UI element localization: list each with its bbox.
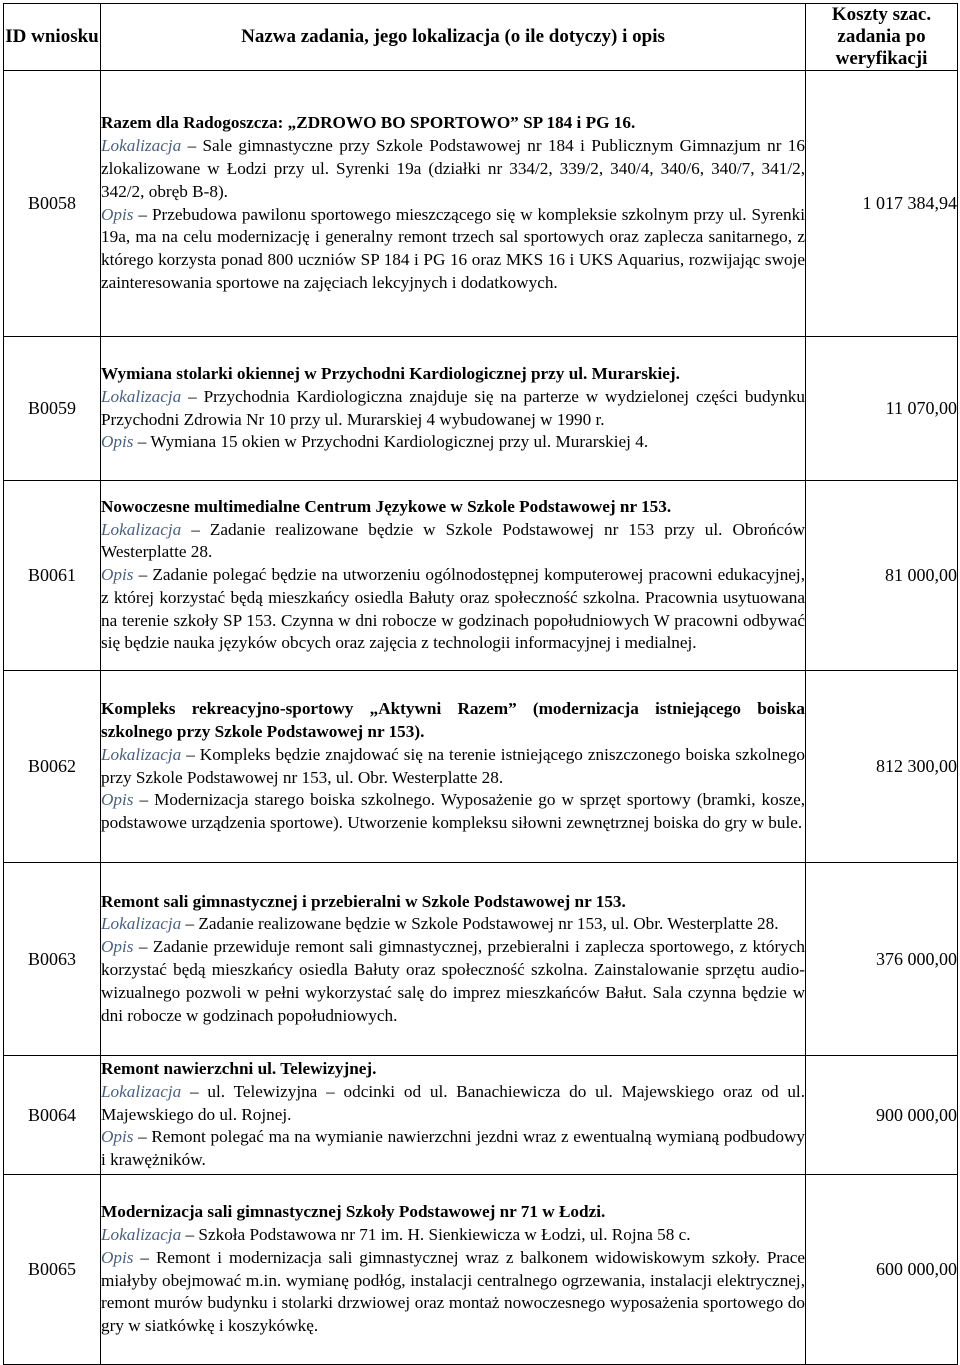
row-id: B0064 (4, 1056, 101, 1175)
project-location: Przychodnia Kardiologiczna znajduje się na parterze w wydzielonej części budynku Przychodni Zdrowia Nr 10 przy ul. Murarskiej 4 wybudowanej w 1990 r. (101, 386, 805, 429)
project-name: Razem dla Radogoszcza: „ZDROWO BO SPORTOWO” SP 184 i PG 16. (101, 113, 636, 133)
row-description: Razem dla Radogoszcza: „ZDROWO BO SPORTOWO” SP 184 i PG 16. Lokalizacja – Sale gimnastyczne przy Szkole Podstawowej nr 184 i Publicznym Gimnazjum nr 16 zlokalizowane w Łodzi przy ul. Syrenki 19a (działki nr 334/2, 339/2, 340/4, 340/6, 340/7, 341/2, 342/2, obręb B-8). Opis – Przebudowa pawilonu sportowego mieszczącego się w kompleksie szkolnym przy ul. Syrenki 19a, ma na celu modernizację i generalny remont trzech sal sportowych oraz zaplecza sanitarnego, z którego korzysta ponad 800 uczniów SP 184 i PG 16 oraz MKS 16 i UKS Aquarius, rozwijając swoje zainteresowania sportowe na zajęciach lekcyjnych i dodatkowych. (101, 71, 806, 337)
project-name: Wymiana stolarki okiennej w Przychodni Kardiologicznej przy ul. Murarskiej. (101, 363, 680, 383)
row-id: B0062 (4, 671, 101, 863)
row-id: B0063 (4, 863, 101, 1056)
row-cost: 376 000,00 (806, 863, 958, 1056)
project-name: Remont sali gimnastycznej i przebieralni w Szkole Podstawowej nr 153. (101, 891, 626, 911)
project-description: Przebudowa pawilonu sportowego mieszczącego się w kompleksie szkolnym przy ul. Syrenki 19a, ma na celu modernizację i generalny remont trzech sal sportowych oraz zaplecza sanitarnego, z którego korzysta ponad 800 uczniów SP 184 i PG 16 oraz MKS 16 i UKS Aquarius, rozwijając swoje zainteresowania sportowe na zajęciach lekcyjnych i dodatkowych. (101, 204, 806, 292)
row-description: Kompleks rekreacyjno-sportowy „Aktywni Razem” (modernizacja istniejącego boiska szkolnego przy Szkole Podstawowej nr 153). Lokalizacja – Kompleks będzie znajdować się na terenie istniejącego zniszczonego boiska szkolnego przy Szkole Podstawowej nr 153, ul. Obr. Westerplatte 28. Opis – Modernizacja starego boiska szkolnego. Wyposażenie go w sprzęt sportowy (bramki, kosze, podstawowe urządzenia sportowe). Utworzenie kompleksu siłowni zewnętrznej boiska do gry w bule. (101, 671, 806, 863)
project-location: Zadanie realizowane będzie w Szkole Podstawowej nr 153 przy ul. Obrońców Westerplatte 28. (101, 519, 806, 562)
project-name: Kompleks rekreacyjno-sportowy „Aktywni Razem” (modernizacja istniejącego boiska szkolnego przy Szkole Podstawowej nr 153). (101, 699, 805, 741)
project-location: Zadanie realizowane będzie w Szkole Podstawowej nr 153, ul. Obr. Westerplatte 28. (198, 914, 779, 934)
description-label: Opis (101, 432, 134, 452)
description-label: Opis (101, 790, 134, 810)
project-description: Remont polegać ma na wymianie nawierzchni jezdni wraz z ewentualną wymianą podbudowy i krawężników. (101, 1127, 805, 1170)
location-label: Lokalizacja (101, 744, 182, 764)
location-label: Lokalizacja (101, 386, 182, 406)
description-label: Opis (101, 204, 134, 224)
project-name: Remont nawierzchni ul. Telewizyjnej. (101, 1059, 377, 1078)
row-cost: 81 000,00 (806, 481, 958, 671)
project-description: Zadanie przewiduje remont sali gimnastycznej, przebieralni i zaplecza sportowego, z których korzystać będą mieszkańcy osiedla Bałuty oraz społeczność szkolna. Zainstalowanie sprzętu audio-wizualnego pozwoli w pełni wykorzystać salę do imprez mieszkańców Bałut. Sala czynna będzie w dni robocze w godzinach popołudniowych. (101, 937, 805, 1025)
row-description: Nowoczesne multimedialne Centrum Językowe w Szkole Podstawowej nr 153. Lokalizacja – Zadanie realizowane będzie w Szkole Podstawowej nr 153 przy ul. Obrońców Westerplatte 28. Opis – Zadanie polegać będzie na utworzeniu ogólnodostępnej komputerowej pracowni edukacyjnej, z której korzystać będą mieszkańcy osiedla Bałuty oraz społeczność szkolna. Pracownia usytuowana na terenie szkoły SP 153. Czynna w dni robocze w godzinach popołudniowych W pracowni odbywać się będzie nauka języków obcych oraz zajęcia z technologii informacyjnej i medialnej. (101, 481, 806, 671)
table-row (4, 71, 958, 337)
row-cost: 812 300,00 (806, 671, 958, 863)
row-id: B0065 (4, 1175, 101, 1365)
table-row (4, 337, 958, 481)
row-cost: 900 000,00 (806, 1056, 958, 1175)
row-id: B0058 (4, 71, 101, 337)
row-cost: 1 017 384,94 (806, 71, 958, 337)
table-row (4, 863, 958, 1056)
location-label: Lokalizacja (101, 1224, 182, 1244)
project-location: Sale gimnastyczne przy Szkole Podstawowej nr 184 i Publicznym Gimnazjum nr 16 zlokalizowane w Łodzi przy ul. Syrenki 19a (działki nr 334/2, 339/2, 340/4, 340/6, 340/7, 341/2, 342/2, obręb B-8). (101, 136, 805, 201)
row-description: Remont nawierzchni ul. Telewizyjnej. Lokalizacja – ul. Telewizyjna – odcinki od ul. Banachiewicza do ul. Majewskiego oraz od ul. Majewskiego do ul. Rojnej. Opis – Remont polegać ma na wymianie nawierzchni jezdni wraz z ewentualną wymianą podbudowy i krawężników. (101, 1056, 806, 1175)
row-cost: 11 070,00 (806, 337, 958, 481)
header-id: ID wniosku (4, 4, 101, 71)
projects-table (3, 3, 958, 1365)
location-label: Lokalizacja (101, 1081, 182, 1101)
description-label: Opis (101, 1127, 134, 1147)
project-location: Kompleks będzie znajdować się na terenie istniejącego zniszczonego boiska szkolnego przy Szkole Podstawowej nr 153, ul. Obr. Westerplatte 28. (101, 744, 806, 787)
description-label: Opis (101, 565, 134, 585)
location-label: Lokalizacja (101, 914, 182, 934)
table-row (4, 1056, 958, 1175)
row-cost: 600 000,00 (806, 1175, 958, 1365)
project-name: Nowoczesne multimedialne Centrum Językowe w Szkole Podstawowej nr 153. (101, 496, 672, 516)
description-label: Opis (101, 937, 134, 957)
row-id: B0061 (4, 481, 101, 671)
project-description: Remont i modernizacja sali gimnastycznej wraz z balkonem widowiskowym szkoły. Prace miałyby obejmować m.in. wymianę podłóg, instalacji centralnego ogrzewania, instalacji elektrycznej, remont murów budynku i stolarki drzwiowej oraz montaż nowoczesnego wyposażenia sportowego do gry w siatkówkę i koszykówkę. (101, 1247, 806, 1336)
project-description: Modernizacja starego boiska szkolnego. Wyposażenie go w sprzęt sportowy (bramki, kosze, podstawowe urządzenia sportowe). Utworzenie kompleksu siłowni zewnętrznej boiska do gry w bule. (101, 790, 805, 833)
location-label: Lokalizacja (101, 136, 182, 156)
project-description: Wymiana 15 okien w Przychodni Kardiologicznej przy ul. Murarskiej 4. (150, 432, 649, 452)
row-id: B0059 (4, 337, 101, 481)
project-name: Modernizacja sali gimnastycznej Szkoły Podstawowej nr 71 w Łodzi. (101, 1202, 606, 1222)
table-row (4, 1175, 958, 1365)
description-label: Opis (101, 1247, 134, 1267)
location-label: Lokalizacja (101, 519, 182, 539)
table-header-row (4, 4, 958, 71)
project-location: Szkoła Podstawowa nr 71 im. H. Sienkiewicza w Łodzi, ul. Rojna 58 c. (198, 1224, 691, 1244)
header-cost: Koszty szac. zadania po weryfikacji (806, 4, 958, 71)
header-name: Nazwa zadania, jego lokalizacja (o ile dotyczy) i opis (101, 4, 806, 71)
table-row (4, 481, 958, 671)
project-location: ul. Telewizyjna – odcinki od ul. Banachiewicza do ul. Majewskiego oraz od ul. Majewskiego do ul. Rojnej. (101, 1081, 806, 1124)
project-description: Zadanie polegać będzie na utworzeniu ogólnodostępnej komputerowej pracowni edukacyjnej, z której korzystać będą mieszkańcy osiedla Bałuty oraz społeczność szkolna. Pracownia usytuowana na terenie szkoły SP 153. Czynna w dni robocze w godzinach popołudniowych W pracowni odbywać się będzie nauka języków obcych oraz zajęcia z technologii informacyjnej i medialnej. (101, 565, 805, 653)
row-description: Remont sali gimnastycznej i przebieralni w Szkole Podstawowej nr 153. Lokalizacja – Zadanie realizowane będzie w Szkole Podstawowej nr 153, ul. Obr. Westerplatte 28. Opis – Zadanie przewiduje remont sali gimnastycznej, przebieralni i zaplecza sportowego, z których korzystać będą mieszkańcy osiedla Bałuty oraz społeczność szkolna. Zainstalowanie sprzętu audio-wizualnego pozwoli w pełni wykorzystać salę do imprez mieszkańców Bałut. Sala czynna będzie w dni robocze w godzinach popołudniowych. (101, 863, 806, 1056)
row-description: Modernizacja sali gimnastycznej Szkoły Podstawowej nr 71 w Łodzi. Lokalizacja – Szkoła Podstawowa nr 71 im. H. Sienkiewicza w Łodzi, ul. Rojna 58 c. Opis – Remont i modernizacja sali gimnastycznej wraz z balkonem widowiskowym szkoły. Prace miałyby obejmować m.in. wymianę podłóg, instalacji centralnego ogrzewania, instalacji elektrycznej, remont murów budynku i stolarki drzwiowej oraz montaż nowoczesnego wyposażenia sportowego do gry w siatkówkę i koszykówkę. (101, 1175, 806, 1365)
table-row (4, 671, 958, 863)
row-description: Wymiana stolarki okiennej w Przychodni Kardiologicznej przy ul. Murarskiej. Lokalizacja – Przychodnia Kardiologiczna znajduje się na parterze w wydzielonej części budynku Przychodni Zdrowia Nr 10 przy ul. Murarskiej 4 wybudowanej w 1990 r. Opis – Wymiana 15 okien w Przychodni Kardiologicznej przy ul. Murarskiej 4. (101, 337, 806, 481)
